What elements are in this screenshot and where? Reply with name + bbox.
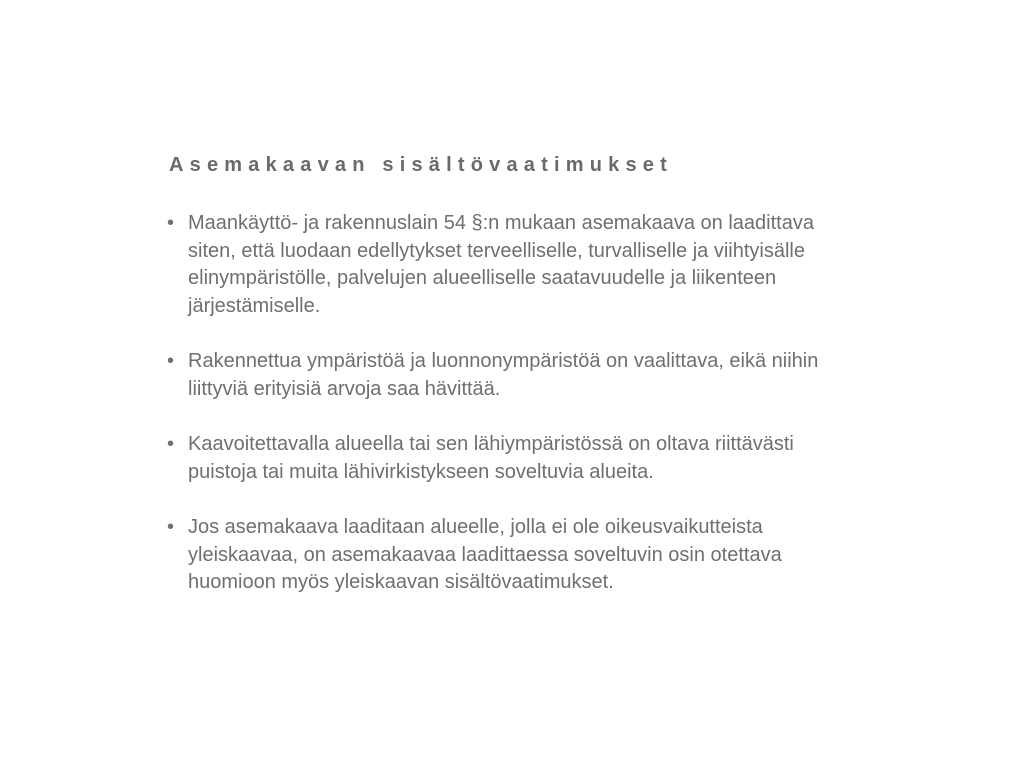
bullet-text-line: huomioon myös yleiskaavan sisältövaatimukset. — [188, 571, 614, 593]
bullet-text-line: puistoja tai muita lähivirkistykseen soveltuvia alueita. — [188, 460, 654, 483]
bullet-item — [167, 210, 927, 320]
bullet-item — [167, 514, 927, 597]
bullet-text-line: Rakennettua ympäristöä ja luonnonympäristöä on vaalittava, eikä niihin — [188, 350, 819, 372]
bullet-item — [167, 431, 927, 486]
bullet-text-line: elinympäristölle, palvelujen alueelliselle saatavuudelle ja liikenteen — [188, 267, 777, 289]
bullet-text-line: järjestämiselle. — [188, 294, 321, 317]
bullet-dot: • — [167, 433, 175, 455]
bullet-text-line: liittyviä erityisiä arvoja saa hävittää. — [188, 377, 501, 400]
slide-title: Asemakaavan sisältövaatimukset — [169, 154, 673, 176]
bullet-item — [167, 348, 927, 403]
bullet-dot: • — [167, 516, 175, 538]
bullet-text-line: Maankäyttö- ja rakennuslain 54 §:n mukaan asemakaava on laadittava — [188, 212, 814, 234]
bullet-text-line: siten, että luodaan edellytykset terveelliselle, turvalliselle ja viihtyisälle — [188, 239, 805, 262]
bullet-dot: • — [167, 212, 175, 234]
bullet-text-line: yleiskaavaa, on asemakaavaa laadittaessa soveltuvin osin otettava — [188, 543, 782, 566]
bullet-text-line: Jos asemakaava laaditaan alueelle, jolla ei ole oikeusvaikutteista — [188, 516, 763, 538]
bullet-dot: • — [167, 350, 175, 372]
bullet-list — [167, 210, 927, 625]
bullet-text-line: Kaavoitettavalla alueella tai sen lähiympäristössä on oltava riittävästi — [188, 433, 794, 455]
